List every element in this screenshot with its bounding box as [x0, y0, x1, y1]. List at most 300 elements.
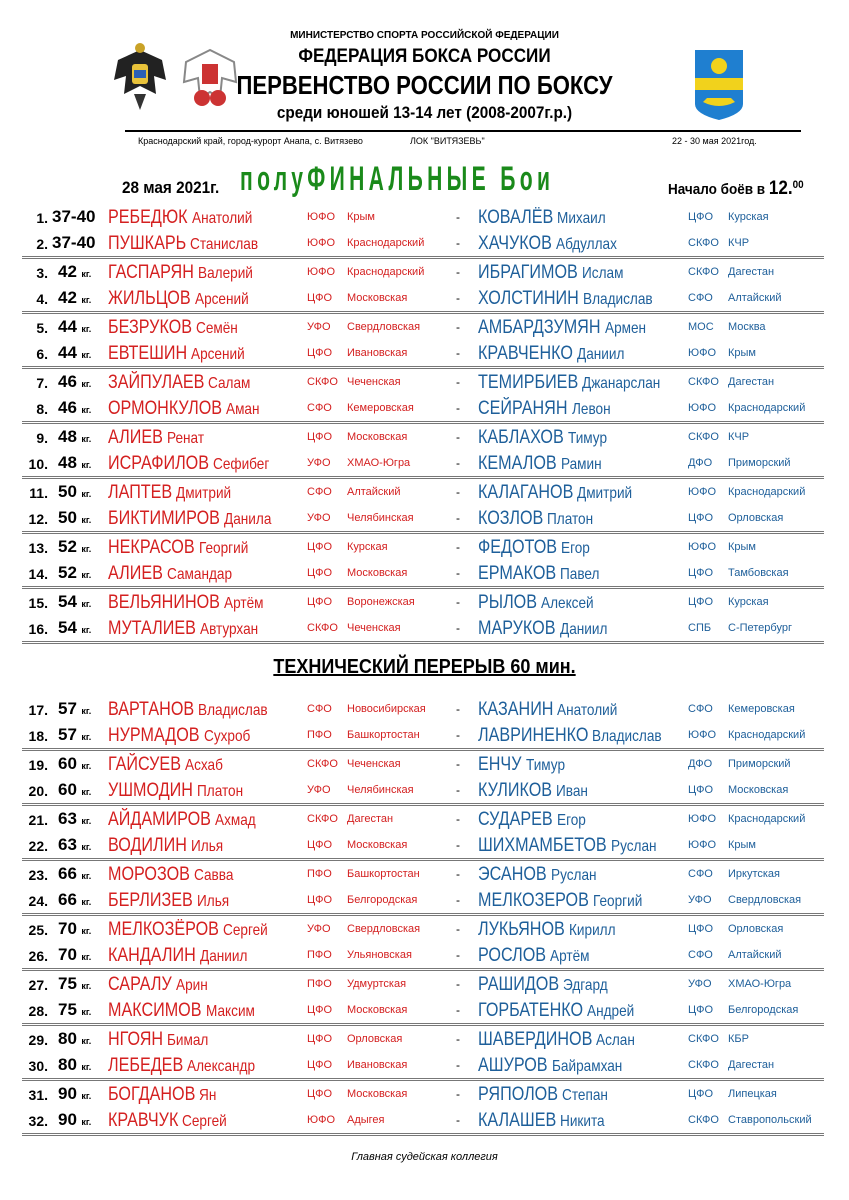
boxer-surname: ПУШКАРЬ: [108, 233, 187, 254]
weight-value: 60: [58, 754, 77, 773]
region: Дагестан: [728, 266, 775, 278]
bout-number: 16.: [28, 621, 48, 637]
blue-corner-boxer: [478, 482, 633, 504]
bout-row: [22, 1052, 824, 1078]
region: КБР: [728, 1033, 749, 1045]
federal-district: ЮФО: [688, 813, 717, 825]
blue-corner-boxer: [478, 288, 652, 310]
red-corner-boxer: [108, 809, 256, 831]
vs-separator: -: [456, 1058, 460, 1072]
federal-district: СКФО: [688, 266, 719, 278]
boxer-surname: ЛЕБЕДЕВ: [108, 1055, 184, 1076]
vs-separator: -: [456, 812, 460, 826]
weight-class: [58, 1029, 91, 1049]
vs-separator: -: [456, 948, 460, 962]
boxer-first-name: Арсений: [194, 291, 249, 308]
boxer-first-name: Руслан: [610, 838, 657, 855]
region: Орловская: [728, 512, 784, 524]
weight-class: [58, 699, 91, 719]
boxer-surname: КОВАЛЁВ: [478, 207, 554, 228]
boxer-first-name: Бимал: [167, 1032, 209, 1049]
federal-district: ДФО: [688, 457, 713, 469]
red-corner-boxer: [108, 974, 208, 996]
bout-number: 2.: [36, 236, 48, 252]
blue-corner-boxer: [478, 945, 590, 967]
boxer-surname: ИСРАФИЛОВ: [108, 453, 210, 474]
boxer-surname: КРАВЧЕНКО: [478, 343, 573, 364]
red-corner-boxer: [108, 1084, 217, 1106]
blue-corner-boxer: [478, 537, 590, 559]
weight-value: 54: [58, 618, 77, 637]
boxer-first-name: Георгий: [592, 893, 643, 910]
region: Свердловская: [728, 894, 802, 906]
vs-separator: -: [456, 540, 460, 554]
red-corner-boxer: [108, 233, 258, 255]
blue-corner-boxer: [478, 207, 606, 229]
region: КЧР: [728, 237, 750, 249]
weight-pair-group: [22, 971, 824, 1026]
vs-separator: -: [456, 485, 460, 499]
boxer-first-name: Сергей: [222, 922, 268, 939]
weight-value: 37-40: [52, 233, 96, 252]
region: Краснодарский: [347, 266, 425, 278]
weight-pair-group: [22, 861, 824, 916]
bout-row: [22, 751, 824, 777]
blue-corner-boxer: [478, 1055, 622, 1077]
bout-row: [22, 1081, 824, 1107]
boxer-first-name: Аслан: [596, 1032, 636, 1049]
boxer-first-name: Павел: [560, 566, 600, 583]
region: Москва: [728, 321, 766, 333]
federal-district: ЮФО: [688, 839, 717, 851]
weight-class: [58, 343, 91, 363]
federal-district: СФО: [688, 868, 713, 880]
blue-corner-boxer: [478, 725, 662, 747]
vs-separator: -: [456, 838, 460, 852]
federal-district: ЦФО: [688, 1004, 714, 1016]
region: Кемеровская: [728, 703, 795, 715]
federal-district: УФО: [307, 923, 331, 935]
weight-pair-group: [22, 479, 824, 534]
boxer-first-name: Степан: [562, 1087, 608, 1104]
bout-number: 1.: [36, 210, 48, 226]
weight-unit: кг.: [81, 515, 92, 525]
boxer-first-name: Савва: [193, 867, 234, 884]
bout-number: 6.: [36, 346, 48, 362]
boxer-first-name: Арсений: [191, 346, 245, 363]
federal-district: ПФО: [307, 868, 332, 880]
bout-number: 23.: [28, 867, 48, 883]
bout-number: 5.: [36, 320, 48, 336]
bout-number: 10.: [28, 456, 48, 472]
vs-separator: -: [456, 236, 460, 250]
region: КЧР: [728, 431, 750, 443]
boxer-surname: АЛИЕВ: [108, 563, 163, 584]
boxer-first-name: Абдуллах: [555, 236, 617, 253]
weight-unit: кг.: [81, 460, 92, 470]
weight-unit: кг.: [81, 379, 92, 389]
red-corner-boxer: [108, 427, 204, 449]
bout-row: [22, 479, 824, 505]
boxer-surname: АЛИЕВ: [108, 427, 163, 448]
boxer-first-name: Артём: [550, 948, 590, 965]
weight-class: [52, 233, 95, 253]
header-divider: [125, 130, 801, 132]
weight-value: 63: [58, 835, 77, 854]
bout-number: 3.: [36, 265, 48, 281]
weight-pair-group: [22, 696, 824, 751]
boxer-surname: КУЛИКОВ: [478, 780, 553, 801]
weight-class: [58, 974, 91, 994]
weight-class: [58, 890, 91, 910]
boxer-surname: СЕЙРАНЯН: [478, 398, 568, 419]
boxer-surname: КАЛАГАНОВ: [478, 482, 574, 503]
boxer-first-name: Иван: [556, 783, 589, 800]
red-corner-boxer: [108, 262, 253, 284]
blue-corner-boxer: [478, 835, 656, 857]
boxer-first-name: Владислав: [582, 291, 653, 308]
blue-corner-boxer: [478, 754, 565, 776]
federal-district: СФО: [688, 292, 713, 304]
boxer-surname: ШАВЕРДИНОВ: [478, 1029, 593, 1050]
weight-class: [58, 864, 91, 884]
weight-class: [58, 809, 91, 829]
weight-class: [58, 945, 91, 965]
region: Липецкая: [728, 1088, 777, 1100]
bout-number: 11.: [29, 485, 48, 501]
red-corner-boxer: [108, 919, 268, 941]
region: Дагестан: [728, 1059, 775, 1071]
boxer-surname: ТЕМИРБИЕВ: [478, 372, 579, 393]
bout-row: [22, 340, 824, 366]
weight-value: 57: [58, 725, 77, 744]
technical-break-title: ТЕХНИЧЕСКИЙ ПЕРЕРЫВ 60 мин.: [273, 656, 576, 678]
federal-district: ЦФО: [307, 839, 333, 851]
boxer-first-name: Артём: [223, 595, 264, 612]
boxer-surname: ЖИЛЬЦОВ: [108, 288, 191, 309]
red-corner-boxer: [108, 1055, 255, 1077]
federal-district: СКФО: [688, 376, 719, 388]
weight-unit: кг.: [81, 952, 92, 962]
vs-separator: -: [456, 375, 460, 389]
weight-class: [52, 207, 95, 227]
federal-district: СКФО: [307, 622, 338, 634]
bout-number: 14.: [28, 566, 48, 582]
federal-district: ЮФО: [688, 541, 717, 553]
bout-number: 21.: [28, 812, 48, 828]
boxer-surname: БЕЗРУКОВ: [108, 317, 193, 338]
bout-number: 15.: [28, 595, 48, 611]
boxer-first-name: Эдгард: [563, 977, 608, 994]
stage-title: полуФИНАЛЬНЫЕ Бои: [240, 160, 555, 198]
bouts-section-2: [22, 696, 824, 1136]
boxer-surname: НУРМАДОВ: [108, 725, 200, 746]
bout-row: [22, 259, 824, 285]
blue-corner-boxer: [478, 317, 646, 339]
blue-corner-boxer: [478, 890, 642, 912]
federal-district: ЦФО: [307, 596, 333, 608]
weight-pair-group: [22, 1081, 824, 1136]
boxer-surname: КЕМАЛОВ: [478, 453, 557, 474]
federal-district: СКФО: [307, 758, 338, 770]
vs-separator: -: [456, 893, 460, 907]
boxer-first-name: Левон: [571, 401, 611, 418]
vs-separator: -: [456, 702, 460, 716]
boxer-surname: ЛАВРИНЕНКО: [478, 725, 589, 746]
region: Кемеровская: [347, 402, 414, 414]
federal-district: ЦФО: [307, 1004, 333, 1016]
vs-separator: -: [456, 1113, 460, 1127]
boxer-surname: БЕРЛИЗЕВ: [108, 890, 193, 911]
boxer-first-name: Асхаб: [184, 757, 223, 774]
boxer-first-name: Ренат: [166, 430, 204, 447]
federal-district: ЦФО: [307, 541, 333, 553]
weight-value: 46: [58, 398, 77, 417]
boxer-surname: ЕВТЕШИН: [108, 343, 188, 364]
boxer-surname: МАКСИМОВ: [108, 1000, 202, 1021]
bout-row: [22, 395, 824, 421]
weight-unit: кг.: [81, 625, 92, 635]
boxer-surname: ЕРМАКОВ: [478, 563, 557, 584]
boxer-surname: СУДАРЕВ: [478, 809, 553, 830]
weight-value: 70: [58, 945, 77, 964]
region: Тамбовская: [728, 567, 789, 579]
red-corner-boxer: [108, 398, 260, 420]
weight-class: [58, 1000, 91, 1020]
boxer-surname: ОРМОНКУЛОВ: [108, 398, 223, 419]
weight-class: [58, 508, 91, 528]
weight-pair-group: [22, 369, 824, 424]
region: Краснодарский: [728, 813, 806, 825]
boxer-surname: ЗАЙПУЛАЕВ: [108, 372, 205, 393]
region: Удмуртская: [347, 978, 407, 990]
weight-value: 50: [58, 482, 77, 501]
red-corner-boxer: [108, 288, 248, 310]
boxer-surname: КАБЛАХОВ: [478, 427, 564, 448]
boxer-surname: МЕЛКОЗЕРОВ: [478, 890, 589, 911]
bout-number: 13.: [28, 540, 48, 556]
federal-district: СКФО: [688, 1114, 719, 1126]
federal-district: СФО: [307, 703, 332, 715]
weight-pair-group: [22, 916, 824, 971]
boxer-surname: ГАЙСУЕВ: [108, 754, 181, 775]
boxer-first-name: Автурхан: [200, 621, 259, 638]
region: ХМАО-Югра: [347, 457, 411, 469]
federal-district: СФО: [688, 703, 713, 715]
federal-district: ЦФО: [307, 1033, 333, 1045]
region: Башкортостан: [347, 729, 420, 741]
federal-district: ЮФО: [688, 729, 717, 741]
boxer-first-name: Владислав: [198, 702, 268, 719]
weight-value: 90: [58, 1110, 77, 1129]
region: Свердловская: [347, 923, 421, 935]
boxer-surname: УШМОДИН: [108, 780, 193, 801]
championship-title: ПЕРВЕНСТВО РОССИИ ПО БОКСУ: [236, 70, 613, 100]
boxer-first-name: Михаил: [557, 210, 606, 227]
region: Краснодарский: [347, 237, 425, 249]
federal-district: УФО: [307, 512, 331, 524]
region: Московская: [347, 1088, 408, 1100]
weight-value: 52: [58, 563, 77, 582]
blue-corner-boxer: [478, 563, 600, 585]
region: Алтайский: [728, 292, 782, 304]
weight-pair-group: [22, 751, 824, 806]
boxer-surname: РАШИДОВ: [478, 974, 560, 995]
federal-district: СФО: [307, 486, 332, 498]
region: Ивановская: [347, 1059, 408, 1071]
boxer-first-name: Арин: [175, 977, 208, 994]
federal-district: УФО: [688, 894, 712, 906]
region: Свердловская: [347, 321, 421, 333]
weight-value: 44: [58, 317, 77, 336]
region: Московская: [347, 839, 408, 851]
weight-value: 52: [58, 537, 77, 556]
bout-row: [22, 615, 824, 641]
weight-pair-group: [22, 1026, 824, 1081]
vs-separator: -: [456, 265, 460, 279]
blue-corner-boxer: [478, 262, 623, 284]
bout-row: [22, 806, 824, 832]
federal-district: ДФО: [688, 758, 713, 770]
weight-class: [58, 482, 91, 502]
boxer-first-name: Руслан: [550, 867, 597, 884]
region: Приморский: [728, 758, 791, 770]
boxer-first-name: Даниил: [559, 621, 607, 638]
region: Краснодарский: [728, 402, 806, 414]
federal-district: ЮФО: [307, 211, 336, 223]
weight-unit: кг.: [81, 761, 92, 771]
federal-district: ЮФО: [688, 486, 717, 498]
boxer-first-name: Анатолий: [191, 210, 252, 227]
boxer-first-name: Платон: [547, 511, 594, 528]
red-corner-boxer: [108, 343, 245, 365]
region: Приморский: [728, 457, 791, 469]
red-corner-boxer: [108, 592, 263, 614]
federal-district: ЦФО: [688, 1088, 714, 1100]
boxer-surname: ФЕДОТОВ: [478, 537, 558, 558]
red-corner-boxer: [108, 618, 258, 640]
vs-separator: -: [456, 783, 460, 797]
region: Челябинская: [347, 512, 414, 524]
blue-corner-boxer: [478, 1084, 608, 1106]
weight-class: [58, 754, 91, 774]
federal-district: ЦФО: [307, 567, 333, 579]
weight-unit: кг.: [81, 816, 92, 826]
region: Московская: [347, 431, 408, 443]
region: Челябинская: [347, 784, 414, 796]
red-corner-boxer: [108, 372, 251, 394]
weight-unit: кг.: [81, 1091, 92, 1101]
weight-unit: кг.: [81, 489, 92, 499]
boxer-first-name: Ахмад: [214, 812, 256, 829]
weight-value: 60: [58, 780, 77, 799]
bout-number: 28.: [28, 1003, 48, 1019]
boxer-surname: АШУРОВ: [478, 1055, 548, 1076]
federal-district: ЮФО: [688, 402, 717, 414]
weight-class: [58, 592, 91, 612]
boxer-first-name: Джанарслан: [582, 375, 661, 392]
boxer-first-name: Даниил: [199, 948, 248, 965]
vs-separator: -: [456, 401, 460, 415]
weight-class: [58, 725, 91, 745]
region: Алтайский: [347, 486, 401, 498]
boxer-surname: БОГДАНОВ: [108, 1084, 196, 1105]
weight-value: 63: [58, 809, 77, 828]
weight-pair-group: [22, 534, 824, 589]
bout-row: [22, 887, 824, 913]
weight-class: [58, 317, 91, 337]
region: Воронежская: [347, 596, 415, 608]
federal-district: СКФО: [688, 431, 719, 443]
weight-class: [58, 1110, 91, 1130]
bout-number: 9.: [36, 430, 48, 446]
weight-class: [58, 398, 91, 418]
start-minutes: 00: [792, 179, 804, 191]
start-label: Начало боёв в: [668, 181, 766, 198]
championship-subtitle: среди юношей 13-14 лет (2008-2007г.р.): [276, 103, 573, 122]
region: Курская: [347, 541, 388, 553]
federal-district: ЦФО: [307, 894, 333, 906]
bout-number: 17.: [28, 702, 48, 718]
bout-number: 7.: [36, 375, 48, 391]
weight-pair-group: [22, 204, 824, 259]
blue-corner-boxer: [478, 699, 618, 721]
boxer-surname: МАРУКОВ: [478, 618, 556, 639]
bout-number: 18.: [28, 728, 48, 744]
weight-value: 37-40: [52, 207, 96, 226]
weight-class: [58, 780, 91, 800]
weight-class: [58, 1084, 91, 1104]
boxer-surname: РЯПОЛОВ: [478, 1084, 559, 1105]
weight-value: 90: [58, 1084, 77, 1103]
federal-district: ЦФО: [688, 923, 714, 935]
bout-date: 28 мая 2021г.: [122, 178, 220, 197]
weight-class: [58, 262, 91, 282]
boxer-surname: РОСЛОВ: [478, 945, 547, 966]
vs-separator: -: [456, 728, 460, 742]
vs-separator: -: [456, 430, 460, 444]
bout-row: [22, 942, 824, 968]
federal-district: ПФО: [307, 949, 332, 961]
blue-corner-boxer: [478, 372, 661, 394]
vs-separator: -: [456, 922, 460, 936]
federal-district: УФО: [307, 784, 331, 796]
bout-row: [22, 450, 824, 476]
red-corner-boxer: [108, 207, 252, 229]
region: Белгородская: [728, 1004, 799, 1016]
bout-row: [22, 424, 824, 450]
bout-number: 22.: [28, 838, 48, 854]
bout-number: 27.: [28, 977, 48, 993]
weight-unit: кг.: [81, 926, 92, 936]
red-corner-boxer: [108, 780, 243, 802]
bout-number: 20.: [28, 783, 48, 799]
bout-row: [22, 971, 824, 997]
region: Новосибирская: [347, 703, 426, 715]
weight-class: [58, 835, 91, 855]
bout-number: 12.: [28, 511, 48, 527]
blue-corner-boxer: [478, 1110, 605, 1132]
weight-unit: кг.: [81, 599, 92, 609]
red-corner-boxer: [108, 890, 229, 912]
boxer-first-name: Сергей: [182, 1113, 228, 1130]
weight-unit: кг.: [81, 897, 92, 907]
weight-pair-group: [22, 589, 824, 644]
boxer-first-name: Никита: [560, 1113, 605, 1130]
boxer-surname: РЕБЕДЮК: [108, 207, 188, 228]
footer-signature: Главная судейская коллегия: [351, 1151, 498, 1163]
weight-value: 75: [58, 1000, 77, 1019]
